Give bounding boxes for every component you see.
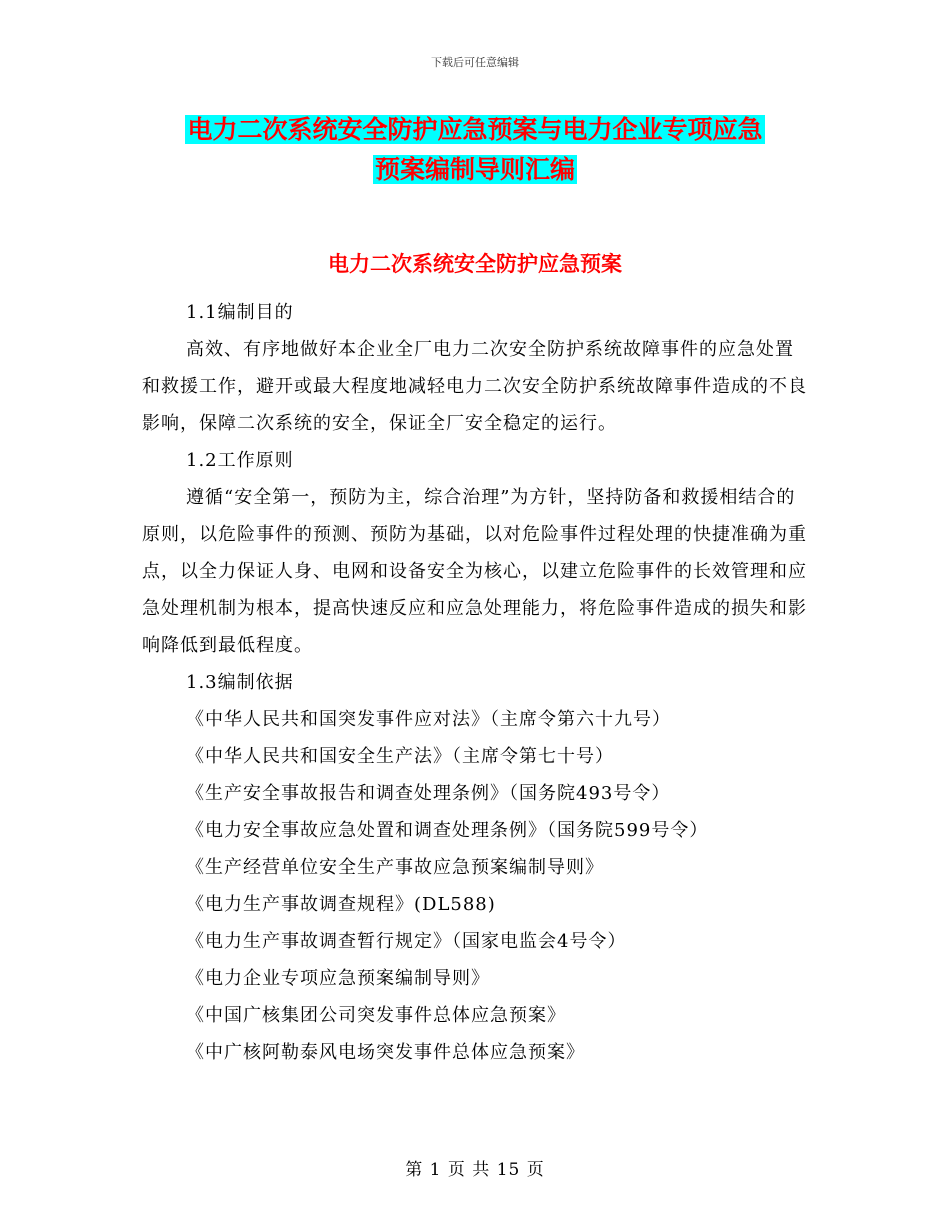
page-footer: 第 1 页 共 15 页 bbox=[405, 1160, 545, 1180]
document-body bbox=[142, 294, 810, 1071]
subsection-heading-1-1: 1.1编制目的 bbox=[186, 302, 294, 323]
paragraph-principles: 遵循“安全第一，预防为主，综合治理”为方针，坚持防备和救援相结合的原则，以危险事件的预测、预防为基础，以对危险事件过程处理的快捷准确为重点，以全力保证人身、电网和设备安全为核心，以建立危险事件的长效管理和应急处理机制为根本，提高快速反应和应急处理能力，将危险事件造成的损失和影响降低到最低程度。 bbox=[142, 487, 807, 656]
reference-item: 《中华人民共和国突发事件应对法》（主席令第六十九号） bbox=[186, 709, 671, 730]
reference-item: 《生产经营单位安全生产事故应急预案编制导则》 bbox=[186, 857, 604, 878]
paragraph-purpose: 高效、有序地做好本企业全厂电力二次安全防护系统故障事件的应急处置和救援工作，避开或最大程度地减轻电力二次安全防护系统故障事件造成的不良影响，保障二次系统的安全，保证全厂安全稳定的运行。 bbox=[142, 339, 807, 434]
reference-list bbox=[142, 701, 810, 1071]
reference-item: 《电力生产事故调查暂行规定》（国家电监会4号令） bbox=[186, 931, 627, 952]
reference-item: 《电力安全事故应急处置和调查处理条例》（国务院599号令） bbox=[186, 820, 709, 841]
document-title bbox=[140, 110, 810, 190]
document-title-line-1: 电力二次系统安全防护应急预案与电力企业专项应急 bbox=[187, 115, 763, 144]
reference-item: 《中广核阿勒泰风电场突发事件总体应急预案》 bbox=[186, 1042, 585, 1063]
document-title-line-2: 预案编制导则汇编 bbox=[374, 155, 575, 184]
subsection-heading-1-3: 1.3编制依据 bbox=[186, 672, 294, 693]
reference-item: 《生产安全事故报告和调查处理条例》（国务院493号令） bbox=[186, 783, 671, 804]
reference-item: 《中华人民共和国安全生产法》（主席令第七十号） bbox=[186, 746, 614, 767]
reference-item: 《电力生产事故调查规程》(DL588) bbox=[186, 894, 496, 915]
header-note: 下载后可任意编辑 bbox=[431, 56, 519, 69]
section-title: 电力二次系统安全防护应急预案 bbox=[328, 252, 622, 276]
subsection-heading-1-2: 1.2工作原则 bbox=[186, 450, 294, 471]
reference-item: 《电力企业专项应急预案编制导则》 bbox=[186, 968, 490, 989]
reference-item: 《中国广核集团公司突发事件总体应急预案》 bbox=[186, 1005, 566, 1026]
